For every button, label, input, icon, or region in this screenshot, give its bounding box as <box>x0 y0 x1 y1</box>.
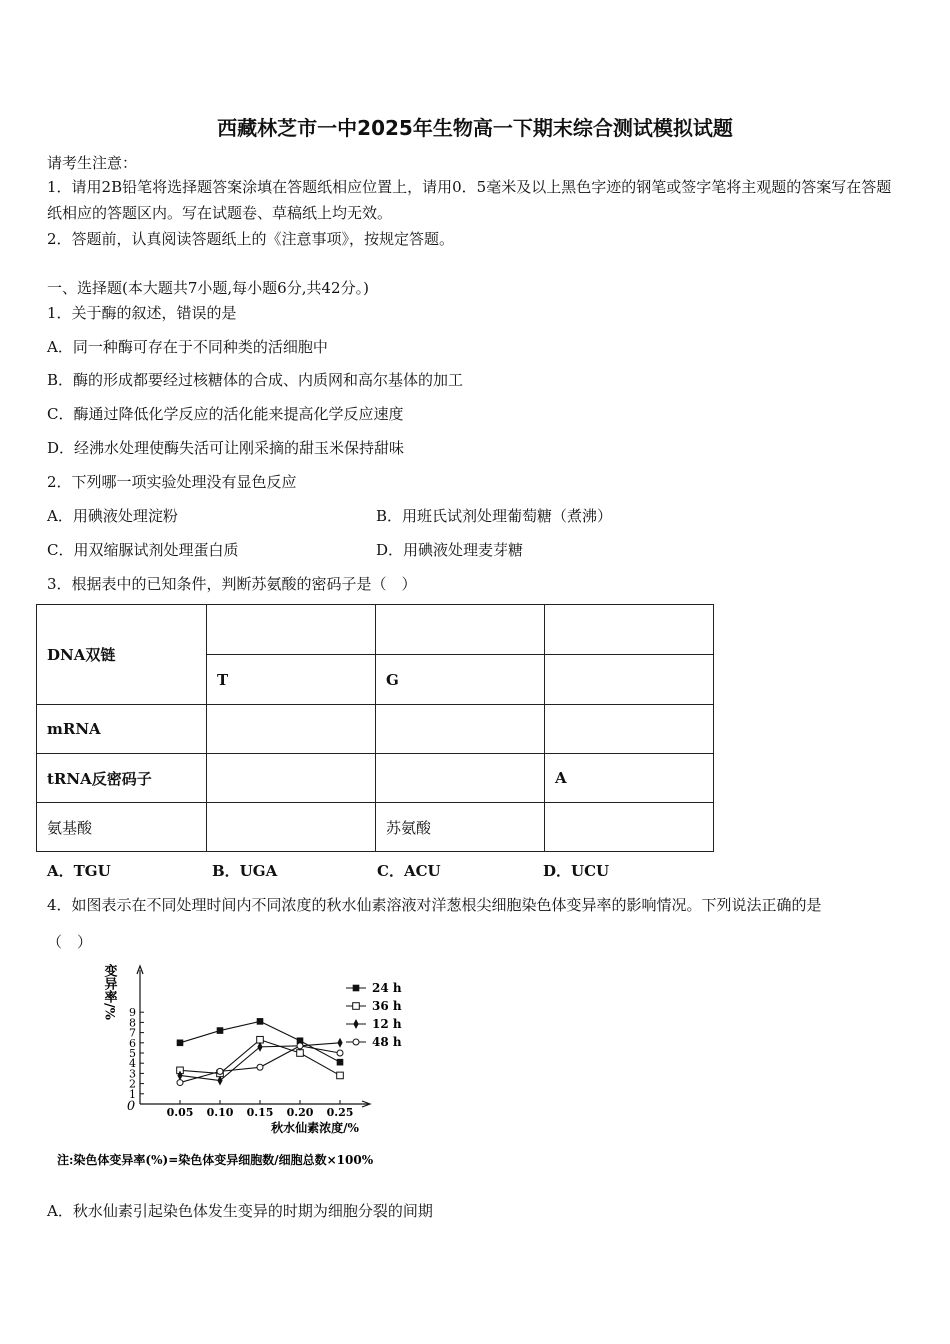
x-tick-label: 0.25 <box>326 1106 354 1119</box>
table-cell <box>207 803 376 852</box>
y-tick-label: 6 <box>129 1036 136 1050</box>
q4-option-a: A．秋水仙素引起染色体发生变异的时期为细胞分裂的间期 <box>47 1202 433 1220</box>
q1-option-b: B．酶的形成都要经过核糖体的合成、内质网和高尔基体的加工 <box>47 371 464 389</box>
q3-option-c: C．ACU <box>377 862 441 880</box>
q3-option-b: B．UGA <box>212 862 278 880</box>
notice-item-1: 1．请用2B铅笔将选择题答案涂填在答题纸相应位置上，请用0．5毫米及以上黑色字迹的钢笔或签字笔将主观题的答案写在答题纸相应的答题区内。写在试题卷、草稿纸上均无效。 <box>47 178 892 222</box>
legend-marker <box>353 1019 358 1029</box>
table-cell <box>545 655 714 705</box>
y-axis-label: 变异率/% <box>101 963 117 1021</box>
legend-label: 48 h <box>372 1035 402 1049</box>
amino-acid-label: 氨基酸 <box>37 803 207 852</box>
dna-base-g: G <box>376 655 545 705</box>
y-tick-label: 4 <box>129 1057 136 1071</box>
q1-option-a: A．同一种酶可存在于不同种类的活细胞中 <box>47 338 328 356</box>
legend-label: 12 h <box>372 1017 402 1031</box>
table-cell <box>545 605 714 655</box>
table-cell <box>207 605 376 655</box>
legend-label: 36 h <box>372 999 402 1013</box>
legend-marker <box>353 1003 360 1010</box>
trna-base-a: A <box>545 754 714 803</box>
y-tick-label: 5 <box>129 1047 136 1060</box>
data-point <box>337 1059 344 1066</box>
chart-series <box>177 1018 344 1085</box>
legend-marker <box>353 1039 359 1045</box>
q1-option-c: C．酶通过降低化学反应的活化能来提高化学反应速度 <box>47 405 404 423</box>
table-cell <box>545 705 714 754</box>
amino-acid-value: 苏氨酸 <box>376 803 545 852</box>
notice-item-2: 2．答题前，认真阅读答题纸上的《注意事项》，按规定答题。 <box>47 230 455 248</box>
y-tick-label: 7 <box>129 1026 136 1040</box>
dna-base-t: T <box>207 655 376 705</box>
table-cell <box>207 705 376 754</box>
q2-option-d: D．用碘液处理麦芽糖 <box>376 541 524 559</box>
data-point <box>337 1072 344 1079</box>
x-tick-label: 0.05 <box>166 1106 194 1119</box>
data-point <box>217 1027 224 1034</box>
q3-option-a: A．TGU <box>47 862 111 880</box>
data-point <box>217 1068 223 1074</box>
y-tick-label: 1 <box>129 1087 136 1101</box>
y-tick-label: 2 <box>129 1077 136 1091</box>
data-point <box>177 1040 184 1047</box>
table-cell <box>376 705 545 754</box>
q3-option-d: D．UCU <box>543 862 610 880</box>
q1-stem: 1．关于酶的叙述，错误的是 <box>47 304 237 322</box>
x-tick-label: 0.10 <box>206 1106 234 1119</box>
q2-option-b: B．用班氏试剂处理葡萄糖（煮沸） <box>376 507 613 525</box>
chart-axes <box>127 966 370 1119</box>
legend-marker <box>353 985 360 992</box>
section-heading: 一、选择题(本大题共7小题,每小题6分,共42分。) <box>47 279 369 297</box>
origin-label: 0 <box>126 1099 136 1114</box>
chart-legend <box>346 981 402 1049</box>
data-point <box>257 1018 264 1025</box>
q3-stem: 3．根据表中的已知条件，判断苏氨酸的密码子是（ ） <box>47 575 417 593</box>
data-point <box>337 1050 343 1056</box>
trna-label: tRNA反密码子 <box>37 754 207 803</box>
chart-note: 注:染色体变异率(%)=染色体变异细胞数/细胞总数×100% <box>57 1153 374 1167</box>
notice-heading: 请考生注意： <box>47 154 138 172</box>
legend-label: 24 h <box>372 981 402 995</box>
table-cell <box>545 803 714 852</box>
x-tick-label: 0.15 <box>246 1106 274 1119</box>
table-cell <box>376 605 545 655</box>
y-tick-label: 9 <box>129 1006 136 1020</box>
mutation-rate-chart <box>50 962 470 1172</box>
data-point <box>297 1043 303 1049</box>
dna-label: DNA双链 <box>37 605 207 705</box>
q4-stem-paren: （ ） <box>47 933 93 951</box>
table-cell <box>207 754 376 803</box>
q1-option-d: D．经沸水处理使酶失活可让刚采摘的甜玉米保持甜味 <box>47 439 405 457</box>
q2-option-a: A．用碘液处理淀粉 <box>47 507 178 525</box>
q2-stem: 2．下列哪一项实验处理没有显色反应 <box>47 473 297 491</box>
data-point <box>257 1064 263 1070</box>
q4-stem: 4．如图表示在不同处理时间内不同浓度的秋水仙素溶液对洋葱根尖细胞染色体变异率的影响情况。下列说法正确的是 <box>47 896 822 914</box>
q2-option-c: C．用双缩脲试剂处理蛋白质 <box>47 541 239 559</box>
data-point <box>337 1038 342 1048</box>
codon-table <box>36 604 714 852</box>
x-axis-label: 秋水仙素浓度/% <box>271 1121 359 1135</box>
mrna-label: mRNA <box>37 705 207 754</box>
data-point <box>177 1080 183 1086</box>
x-tick-label: 0.20 <box>286 1106 314 1119</box>
y-tick-label: 3 <box>129 1067 136 1081</box>
page-title: 西藏林芝市一中2025年生物高一下期末综合测试模拟试题 <box>217 116 733 140</box>
y-tick-label: 8 <box>129 1016 136 1030</box>
table-cell <box>376 754 545 803</box>
